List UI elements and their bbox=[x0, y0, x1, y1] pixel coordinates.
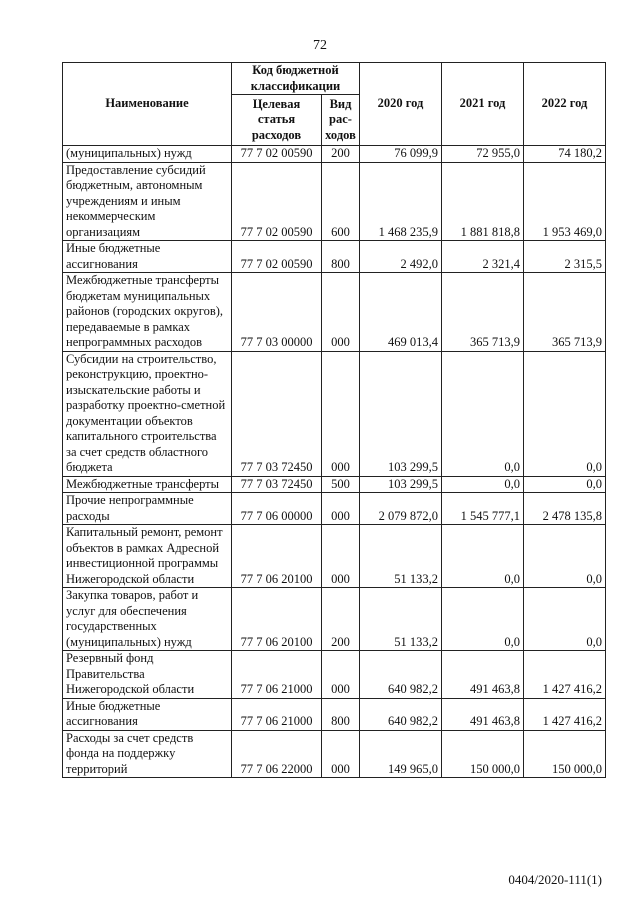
cell-y2021: 491 463,8 bbox=[442, 651, 524, 699]
cell-vid: 200 bbox=[322, 146, 360, 163]
cell-code: 77 7 03 00000 bbox=[232, 273, 322, 352]
cell-y2022: 1 427 416,2 bbox=[524, 698, 606, 730]
cell-name: Капитальный ремонт, ремонт объектов в рамках Адресной инвестиционной программы Нижегородской области bbox=[63, 525, 232, 588]
cell-y2022: 365 713,9 bbox=[524, 273, 606, 352]
cell-y2022: 1 953 469,0 bbox=[524, 162, 606, 241]
cell-y2022: 1 427 416,2 bbox=[524, 651, 606, 699]
cell-y2021: 491 463,8 bbox=[442, 698, 524, 730]
table-row bbox=[63, 146, 606, 163]
table-row bbox=[63, 525, 606, 588]
table-row bbox=[63, 493, 606, 525]
table-row bbox=[63, 698, 606, 730]
header-target: Целевая статья расходов bbox=[232, 95, 322, 146]
cell-name: Предоставление субсидий бюджетным, автономным учреждениям и иным некоммерческим организациям bbox=[63, 162, 232, 241]
cell-y2022: 0,0 bbox=[524, 351, 606, 476]
cell-y2021: 0,0 bbox=[442, 525, 524, 588]
header-2020: 2020 год bbox=[360, 63, 442, 146]
cell-y2021: 150 000,0 bbox=[442, 730, 524, 778]
cell-vid: 200 bbox=[322, 588, 360, 651]
cell-name: Межбюджетные трансферты бюджетам муниципальных районов (городских округов), передаваемые в рамках непрограммных расходов bbox=[63, 273, 232, 352]
cell-y2020: 2 492,0 bbox=[360, 241, 442, 273]
cell-y2020: 76 099,9 bbox=[360, 146, 442, 163]
cell-y2020: 149 965,0 bbox=[360, 730, 442, 778]
cell-y2021: 1 545 777,1 bbox=[442, 493, 524, 525]
table-row bbox=[63, 730, 606, 778]
cell-code: 77 7 06 21000 bbox=[232, 651, 322, 699]
cell-y2020: 51 133,2 bbox=[360, 588, 442, 651]
cell-vid: 000 bbox=[322, 493, 360, 525]
cell-code: 77 7 06 20100 bbox=[232, 525, 322, 588]
cell-vid: 000 bbox=[322, 273, 360, 352]
budget-table bbox=[62, 62, 606, 778]
cell-y2020: 1 468 235,9 bbox=[360, 162, 442, 241]
cell-name: (муниципальных) нужд bbox=[63, 146, 232, 163]
cell-y2020: 469 013,4 bbox=[360, 273, 442, 352]
table-row bbox=[63, 588, 606, 651]
header-2022: 2022 год bbox=[524, 63, 606, 146]
cell-code: 77 7 03 72450 bbox=[232, 476, 322, 493]
cell-y2020: 2 079 872,0 bbox=[360, 493, 442, 525]
cell-y2020: 640 982,2 bbox=[360, 651, 442, 699]
cell-vid: 800 bbox=[322, 698, 360, 730]
cell-y2022: 150 000,0 bbox=[524, 730, 606, 778]
cell-code: 77 7 03 72450 bbox=[232, 351, 322, 476]
cell-y2021: 365 713,9 bbox=[442, 273, 524, 352]
header-2021: 2021 год bbox=[442, 63, 524, 146]
cell-y2022: 2 478 135,8 bbox=[524, 493, 606, 525]
cell-name: Иные бюджетные ассигнования bbox=[63, 241, 232, 273]
cell-y2022: 0,0 bbox=[524, 476, 606, 493]
page-number: 72 bbox=[313, 38, 327, 53]
header-name: Наименование bbox=[63, 63, 232, 146]
cell-y2021: 2 321,4 bbox=[442, 241, 524, 273]
cell-name: Межбюджетные трансферты bbox=[63, 476, 232, 493]
cell-name: Прочие непрограммные расходы bbox=[63, 493, 232, 525]
cell-vid: 800 bbox=[322, 241, 360, 273]
cell-y2022: 0,0 bbox=[524, 525, 606, 588]
table-row bbox=[63, 273, 606, 352]
table-row bbox=[63, 476, 606, 493]
cell-code: 77 7 06 22000 bbox=[232, 730, 322, 778]
cell-vid: 000 bbox=[322, 525, 360, 588]
cell-vid: 500 bbox=[322, 476, 360, 493]
cell-y2021: 0,0 bbox=[442, 351, 524, 476]
cell-vid: 000 bbox=[322, 730, 360, 778]
table-row bbox=[63, 651, 606, 699]
cell-y2022: 74 180,2 bbox=[524, 146, 606, 163]
table-row bbox=[63, 351, 606, 476]
cell-y2022: 0,0 bbox=[524, 588, 606, 651]
cell-vid: 000 bbox=[322, 351, 360, 476]
cell-code: 77 7 06 21000 bbox=[232, 698, 322, 730]
cell-vid: 600 bbox=[322, 162, 360, 241]
table-row bbox=[63, 241, 606, 273]
cell-vid: 000 bbox=[322, 651, 360, 699]
cell-name: Иные бюджетные ассигнования bbox=[63, 698, 232, 730]
cell-y2020: 103 299,5 bbox=[360, 476, 442, 493]
cell-y2020: 103 299,5 bbox=[360, 351, 442, 476]
cell-y2021: 0,0 bbox=[442, 476, 524, 493]
cell-code: 77 7 06 20100 bbox=[232, 588, 322, 651]
cell-code: 77 7 06 00000 bbox=[232, 493, 322, 525]
cell-y2021: 1 881 818,8 bbox=[442, 162, 524, 241]
cell-code: 77 7 02 00590 bbox=[232, 241, 322, 273]
cell-name: Резервный фонд Правительства Нижегородской области bbox=[63, 651, 232, 699]
cell-name: Субсидии на строительство, реконструкцию, проектно-изыскательские работы и разработку проектно-сметной документации объектов капитального строительства за счет средств областного бюджета bbox=[63, 351, 232, 476]
cell-name: Расходы за счет средств фонда на поддержку территорий bbox=[63, 730, 232, 778]
cell-y2021: 0,0 bbox=[442, 588, 524, 651]
cell-code: 77 7 02 00590 bbox=[232, 146, 322, 163]
cell-code: 77 7 02 00590 bbox=[232, 162, 322, 241]
cell-name: Закупка товаров, работ и услуг для обеспечения государственных (муниципальных) нужд bbox=[63, 588, 232, 651]
cell-y2021: 72 955,0 bbox=[442, 146, 524, 163]
cell-y2020: 640 982,2 bbox=[360, 698, 442, 730]
table-row bbox=[63, 162, 606, 241]
cell-y2022: 2 315,5 bbox=[524, 241, 606, 273]
header-kbk: Код бюджетной классификации bbox=[232, 63, 360, 95]
header-vid: Вид рас-ходов bbox=[322, 95, 360, 146]
cell-y2020: 51 133,2 bbox=[360, 525, 442, 588]
footer-code: 0404/2020-111(1) bbox=[508, 872, 602, 887]
